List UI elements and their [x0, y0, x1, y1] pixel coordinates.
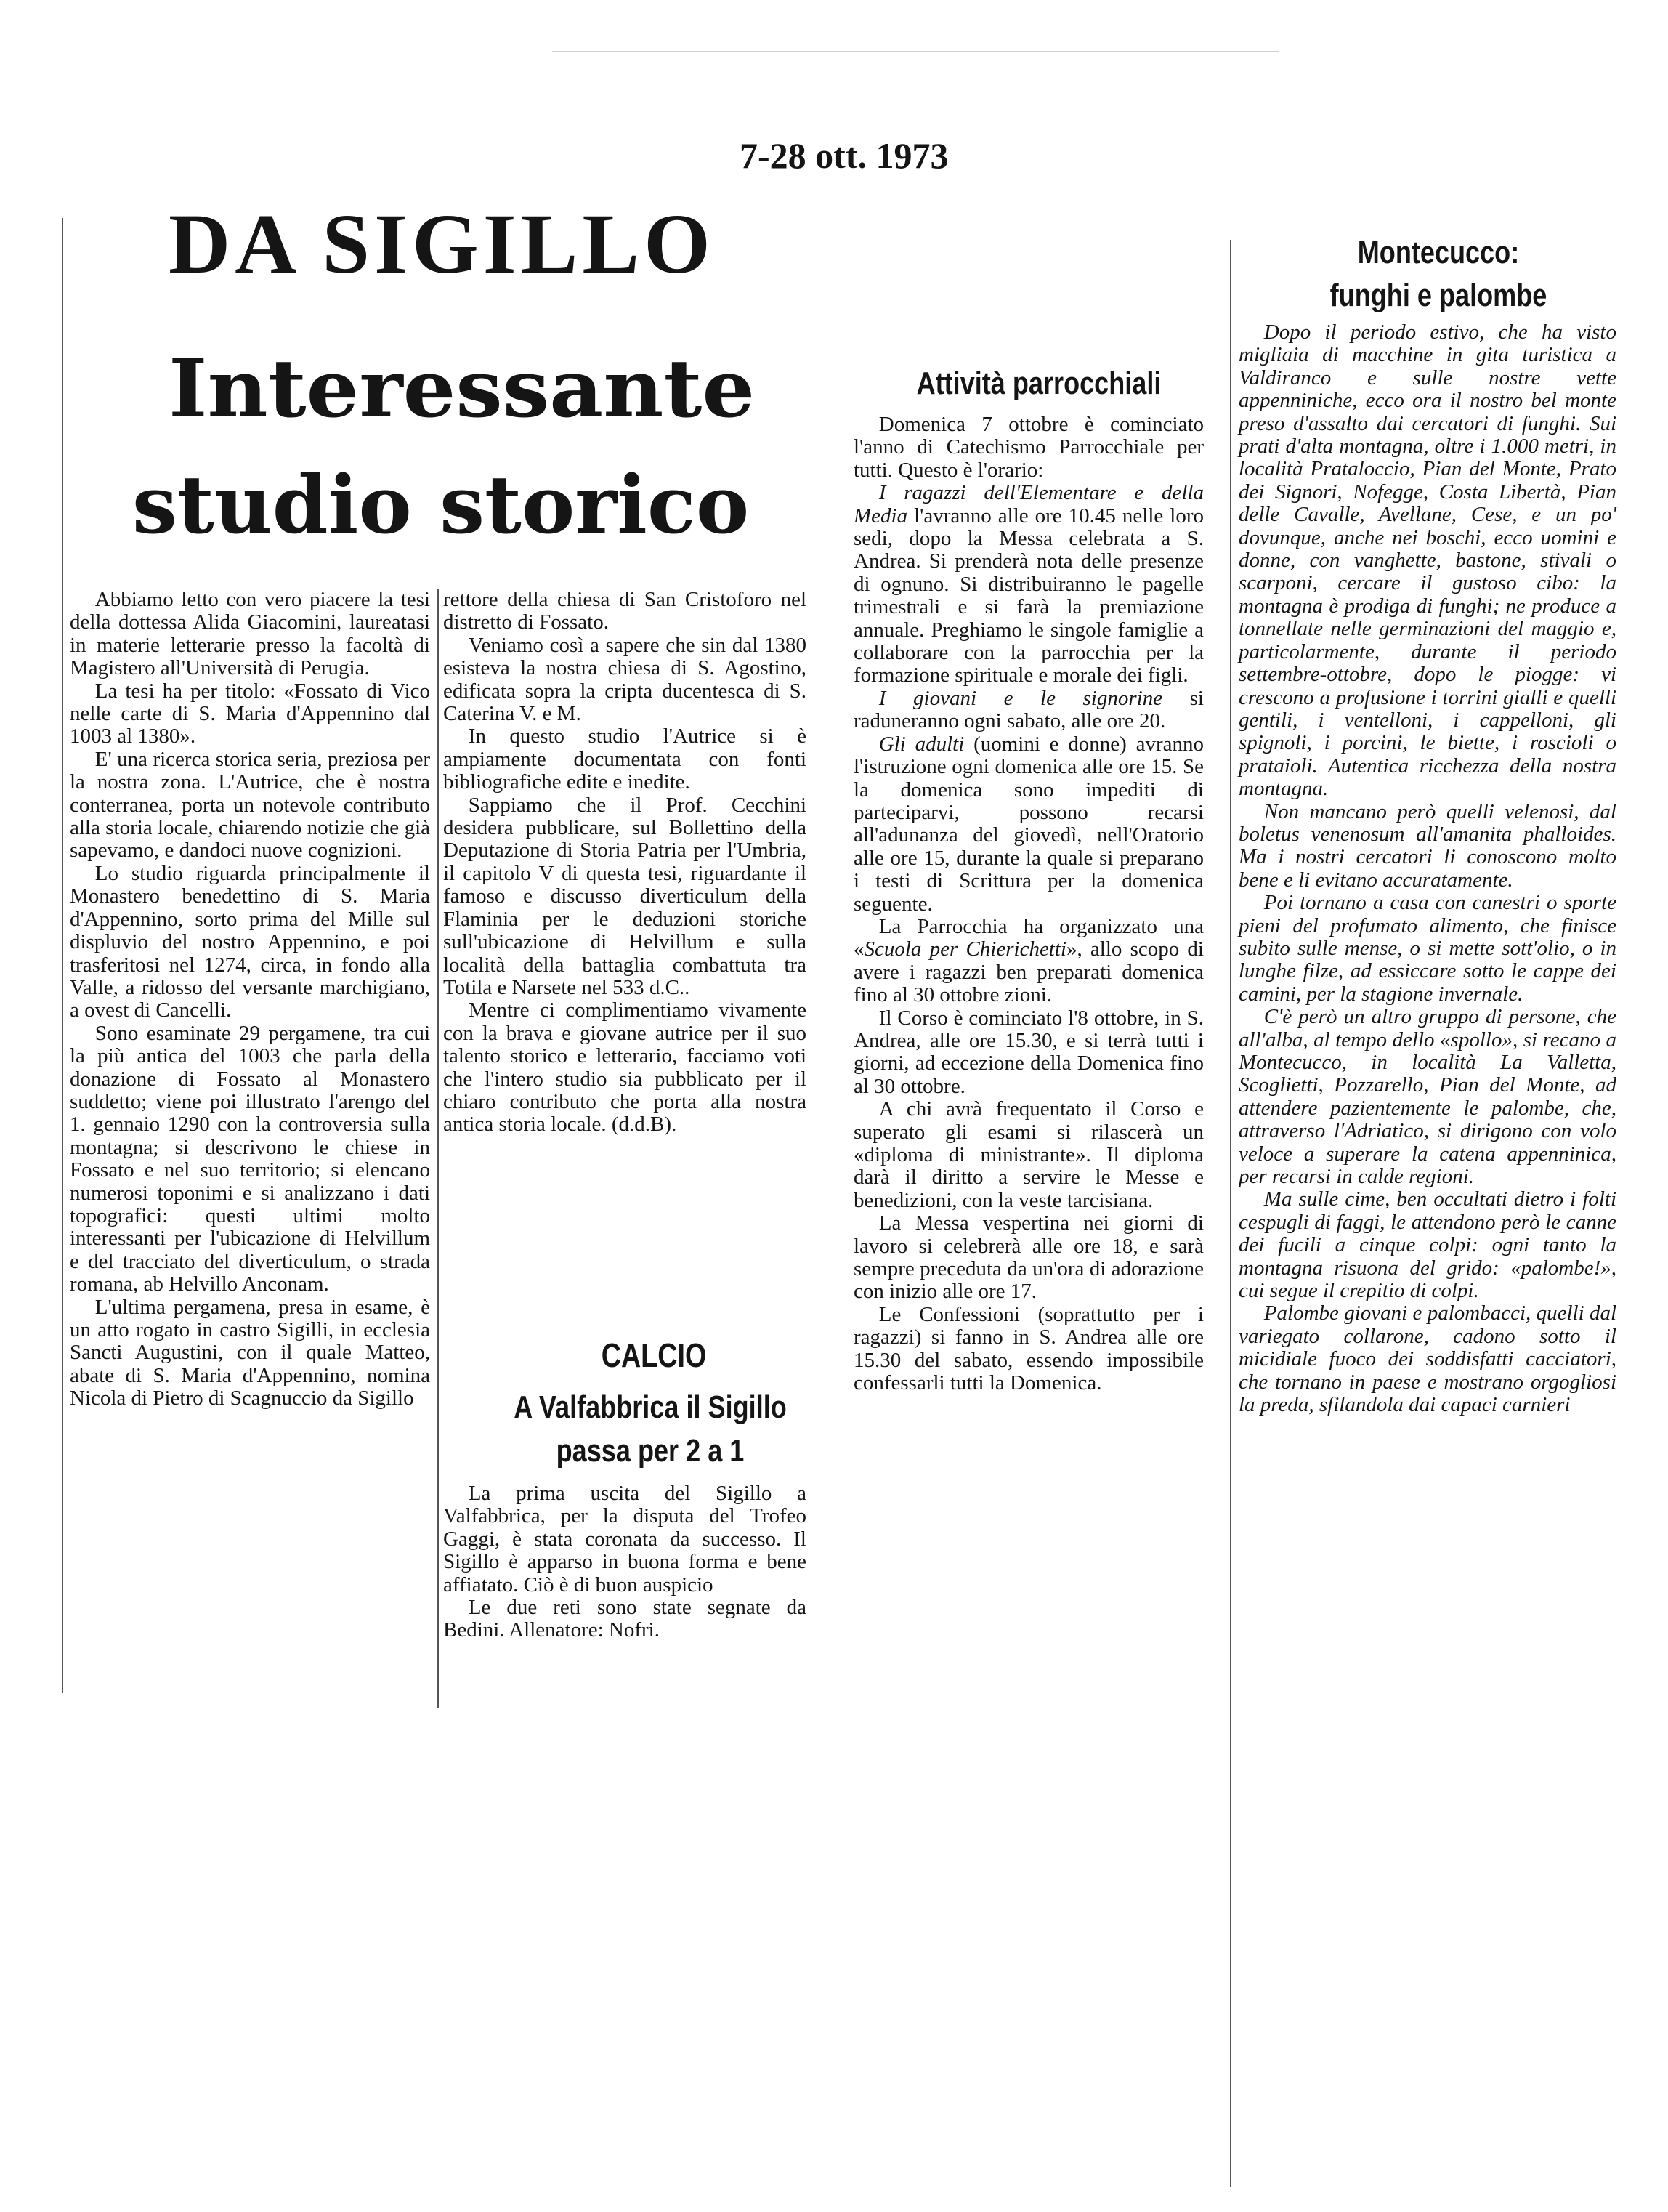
article-paragraph: Sono esaminate 29 pergamene, tra cui la più antica del 1003 che parla della donazione di Fossato al Monastero suddetto; viene poi illustrato l'arengo del 1. gennaio 1290 con la controversia sulla montagna; si descrivono le chiese in Fossato e nel suo territorio; si elencano numerosi toponimi e si analizzano i dati topografici: questi ultimi molto interessanti per l'ubicazione di Helvillum e del tracciato del diverticulum, o strada romana, ab Helvillo Anconam.	[70, 1021, 430, 1296]
article-paragraph: L'ultima pergamena, presa in esame, è un atto rogato in castro Sigilli, in ecclesia Sancti Augustini, con il quale Matteo, abate di S. Maria d'Appennino, nomina Nicola di Pietro di Scagnuccio da Sigillo	[70, 1295, 430, 1410]
scan-mark-top	[552, 51, 1279, 52]
attivita-paragraph	[854, 733, 1204, 916]
attivita-text: (uomini e donne) avranno l'istruzione ogni domenica alle ore 15. Se la domenica sono impediti di parteciparvi, possono recarsi all'adunanza del giovedì, nell'Oratorio alle ore 15, durante la quale si preparano i testi di Scrittura per la domenica seguente.	[854, 732, 1204, 916]
montecucco-paragraph: Non mancano però quelli velenosi, dal boletus venenosum all'amanita phalloides. Ma i nostri cercatori li conoscono molto bene e li evitano accuratamente.	[1239, 799, 1616, 892]
montecucco-paragraph: Poi tornano a casa con canestri o sporte pieni del profumato alimento, che finisce subito sulle mense, o si mette sott'olio, o in lunghe filze, ad essiccare sotto le cappe dei camini, per la stagione invernale.	[1239, 891, 1616, 1006]
article-paragraph: E' una ricerca storica seria, preziosa per la nostra zona. L'Autrice, che è nostra conterranea, porta un notevole contributo alla storia locale, chiarendo notizie che già sapevamo, e dandoci nuove cognizioni.	[70, 747, 430, 863]
attivita-paragraph: Il Corso è cominciato l'8 ottobre, in S. Andrea, alle ore 15.30, e si terrà tutti i giorni, ad eccezione della Domenica fino al 30 ottobre.	[854, 1006, 1204, 1098]
calcio-subheading-line2: passa per 2 a 1	[556, 1433, 745, 1469]
attivita-paragraph: A chi avrà frequentato il Corso e superato gli esami si rilascerà un «diploma di ministrante». Il diploma darà il diritto a servire le Messe e benedizioni, con la veste tarcisiana.	[854, 1097, 1204, 1212]
calcio-subheading-line1: A Valfabbrica il Sigillo	[514, 1389, 787, 1425]
attivita-paragraph: Domenica 7 ottobre è cominciato l'anno di Catechismo Parrocchiale per tutti. Questo è l'orario:	[854, 413, 1204, 482]
attivita-italic: I giovani e le signorine	[878, 686, 1163, 710]
column-rule-d	[1230, 240, 1231, 2187]
article-column-2	[443, 589, 806, 1137]
montecucco-paragraph: Palombe giovani e palombacci, quelli dal variegato collarone, cadono sotto il micidiale fuoco dei soddisfatti cacciatori, che tornano in paese e mostrano orgogliosi la preda, sfilandola dai capaci carnieri	[1239, 1301, 1616, 1417]
attivita-text: », allo scopo di avere i ragazzi ben preparati domenica fino al 30 ottobre zioni.	[854, 937, 1204, 1007]
attivita-heading: Attività parrocchiali	[916, 366, 1162, 401]
montecucco-heading-line1: Montecucco:	[1357, 235, 1520, 270]
article-paragraph: Lo studio riguarda principalmente il Monastero benedettino di S. Maria d'Appennino, sorto prima del Mille sul displuvio del nostro Appennino, e poi trasferitosi nel 1274, circa, in fondo alla Valle, a ridosso del versante marchigiano, a ovest di Cancelli.	[70, 861, 430, 1022]
montecucco-heading-line2: funghi e palombe	[1329, 278, 1547, 313]
attivita-paragraph	[854, 482, 1204, 687]
attivita-italic: Scuola per Chierichetti	[864, 937, 1066, 961]
attivita-paragraph: Le Confessioni (soprattutto per i ragazzi) si fanno in S. Andrea alle ore 15.30 del sabato, essendo impossibile confessarli tutti la Domenica.	[854, 1302, 1204, 1395]
date-stamp: 7-28 ott. 1973	[740, 135, 949, 176]
calcio-body	[443, 1482, 806, 1642]
column-rule-left	[62, 218, 63, 1693]
montecucco-paragraph: Ma sulle cime, ben occultati dietro i folti cespugli di faggi, le attendono però le canne dei fucili a cinque colpi: ogni tanto la montagna risuona del grido: «palombe!», cui segue il crepitio di colpi.	[1239, 1187, 1616, 1303]
calcio-heading: CALCIO	[601, 1336, 707, 1374]
montecucco-column	[1239, 321, 1616, 1417]
attivita-paragraph: La Messa vespertina nei giorni di lavoro si celebrerà alle ore 18, e sarà sempre preceduta da un'ora di adorazione con inizio alle ore 17.	[854, 1211, 1204, 1304]
column-rule-a-b	[437, 589, 439, 1708]
attivita-italic: Gli adulti	[878, 732, 965, 756]
calcio-paragraph: La prima uscita del Sigillo a Valfabbrica, per la disputa del Trofeo Gaggi, è stata coronata da successo. Il Sigillo è apparso in buona forma e bene affiatato. Ciò è di buon auspicio	[443, 1482, 806, 1597]
article-paragraph: In questo studio l'Autrice si è ampiamente documentata con fonti bibliografiche edite e inedite.	[443, 724, 806, 794]
montecucco-body	[1239, 321, 1616, 1417]
attivita-paragraph	[854, 687, 1204, 733]
article-paragraph: Mentre ci complimentiamo vivamente con la brava e giovane autrice per il suo talento storico e letterario, facciamo voti che l'intero studio sia pubblicato per il chiaro contributo che porta alla nostra antica storia locale. (d.d.B).	[443, 998, 806, 1137]
montecucco-paragraph: Dopo il periodo estivo, che ha visto migliaia di macchine in gita turistica a Valdiranco e sulle nostre vette appenniniche, ecco ora il nostro bel monte preso d'assalto dai cercatori di funghi. Sui prati d'alta montagna, oltre i 1.000 metri, in località Prataloccio, Pian del Monte, Prato dei Signori, Nofegge, Costa Libertà, Pian delle Cavalle, Avellane, Cese, e un po' dovunque, anche nei boschi, ecco uomini e donne, con vanghette, bastone, stivali o scarponi, cercare il gustoso cibo: la montagna è prodiga di funghi; ne produce a tonnellate nelle germinazioni del maggio e, particolarmente, durante il periodo settembre-ottobre, dopo le piogge: vi crescono a profusione i torrini gialli e quelli gentili, i ventelloni, i cappelloni, gli spignoli, i porcini, le biette, i roscioli o prataioli. Autentica ricchezza della nostra montagna.	[1239, 320, 1616, 801]
headline-title-line1: Interessante	[169, 342, 756, 435]
article-paragraph: rettore della chiesa di San Cristoforo nel distretto di Fossato.	[443, 588, 806, 634]
article-paragraph: La tesi ha per titolo: «Fossato di Vico nelle carte di S. Maria d'Appennino dal 1003 al 1380».	[70, 679, 430, 748]
attivita-text: La Parrocchia ha organizzato una «	[854, 914, 1204, 961]
article-paragraph: Sappiamo che il Prof. Cecchini desidera pubblicare, sul Bollettino della Deputazione di Storia Patria per l'Umbria, il capitolo V di questa tesi, riguardante il famoso e discusso diverticulum della Flaminia per le deduzioni storiche sull'ubicazione di Helvillum e sulla località della battaglia combattuta tra Totila e Narsete nel 533 d.C..	[443, 793, 806, 999]
headline-kicker: DA SIGILLO	[169, 196, 715, 291]
attivita-text: l'avranno alle ore 10.45 nelle loro sedi, dopo la Messa celebrata a S. Andrea. Si prenderà nota delle presenze di ognuno. Si distribuiranno le pagelle trimestrali e si farà la premiazione annuale. Preghiamo le singole famiglie a collaborare con la parrocchia per la formazione spirituale e morale dei figli.	[854, 504, 1204, 687]
attivita-italic: I ragazzi dell'Elementare e della Media	[854, 481, 1204, 528]
article-paragraph: Abbiamo letto con vero piacere la tesi della dottessa Alida Giacomini, laureatasi in materie letterarie presso la facoltà di Magistero all'Università di Perugia.	[70, 588, 430, 680]
attivita-column	[854, 413, 1204, 1394]
article-column-1	[70, 589, 430, 1410]
montecucco-paragraph: C'è però un altro gruppo di persone, che all'alba, al tempo dello «spollo», si recano a Montecucco, in località La Valletta, Scoglietti, Pozzarello, Pian del Monte, ad attendere pazientemente le palombe, che, attraverso l'Adriatico, si dirigono con volo veloce a superare la catena appenninica, per recarsi in calde regioni.	[1239, 1005, 1616, 1189]
attivita-text: si raduneranno ogni sabato, alle ore 20.	[854, 686, 1204, 733]
calcio-paragraph: Le due reti sono state segnate da Bedini. Allenatore: Nofri.	[443, 1596, 806, 1642]
article-paragraph: Veniamo così a sapere che sin dal 1380 esisteva la nostra chiesa di S. Agostino, edificata sopra la cripta ducentesca di S. Caterina V. e M.	[443, 633, 806, 726]
headline-title-line2: studio storico	[132, 458, 750, 552]
attivita-paragraph	[854, 916, 1204, 1007]
